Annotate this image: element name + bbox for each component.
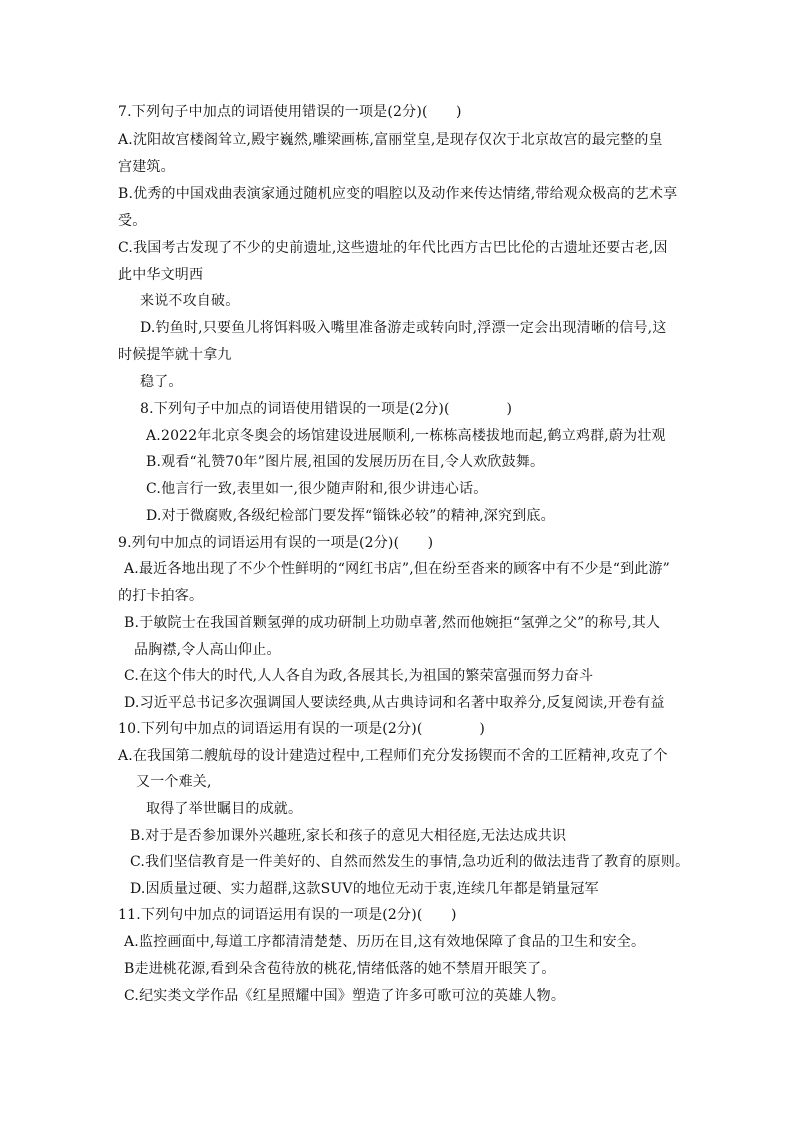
- q9-stem: 9.列句中加点的词语运用有误的一项是(2分)( ): [118, 535, 434, 551]
- q9-option-a-cont: 的打卡拍客。: [118, 588, 204, 604]
- q7-option-c: C.我国考古发现了不少的史前遗址,这些遗址的年代比西方古巴比伦的古遗址还要古老,因: [118, 240, 668, 256]
- q10-option-a-cont: 又一个难关,: [136, 774, 212, 790]
- q11-option-c: C.纪实类文学作品《红星照耀中国》塑造了许多可歌可泣的英雄人物。: [124, 988, 566, 1004]
- q9-option-c: C.在这个伟大的时代,人人各自为政,各展其长,为祖国的繁荣富强而努力奋斗: [124, 668, 594, 684]
- q8-option-c: C.他言行一致,表里如一,很少随声附和,很少讲违心话。: [146, 481, 488, 497]
- q7-stem: 7.下列句子中加点的词语使用错误的一项是(2分)( ): [118, 104, 462, 120]
- q11-stem: 11.下列句中加点的词语运用有误的一项是(2分)( ): [118, 907, 457, 923]
- q10-option-b: B.对于是否参加课外兴趣班,家长和孩子的意见大相径庭,无法达成共识: [130, 828, 567, 844]
- q10-option-c: C.我们坚信教育是一件美好的、自然而然发生的事情,急功近利的做法违背了教育的原则。: [130, 854, 690, 870]
- q9-option-b-cont: 品胸襟,令人高山仰止。: [134, 642, 281, 658]
- q10-option-d: D.因质量过硬、实力超群,这款SUV的地位无动于衷,连续几年都是销量冠军: [130, 881, 599, 897]
- q10-option-a-cont2: 取得了举世瞩目的成就。: [146, 801, 303, 817]
- q10-stem: 10.下列句中加点的词语运用有误的一项是(2分)( ): [118, 721, 486, 737]
- q10-option-a: A.在我国第二艘航母的设计建造过程中,工程师们充分发扬锲而不舍的工匠精神,攻克了个: [118, 748, 668, 764]
- q9-option-a: A.最近各地出现了不少个性鲜明的“网红书店”,但在纷至沓来的顾客中有不少是“到此游”: [124, 561, 671, 577]
- q7-option-b: B.优秀的中国戏曲表演家通过随机应变的唱腔以及动作来传达情绪,带给观众极高的艺术享: [118, 186, 678, 202]
- q8-option-b: B.观看“礼赞70年”图片展,祖国的发展历历在目,令人欢欣鼓舞。: [146, 454, 545, 470]
- q7-option-a-cont: 宫建筑。: [118, 159, 175, 175]
- q7-option-a: A.沈阳故宫楼阁耸立,殿宇巍然,雕梁画栋,富丽堂皇,是现存仅次于北京故宫的最完整的皇: [118, 132, 663, 148]
- q11-option-b: B走进桃花源,看到朵含苞待放的桃花,情绪低落的她不禁眉开眼笑了。: [124, 961, 556, 977]
- q8-option-d: D.对于微腐败,各级纪检部门要发挥“锱铢必较”的精神,深究到底。: [146, 508, 555, 524]
- q7-option-d-cont2: 稳了。: [140, 374, 183, 390]
- q8-option-a: A.2022年北京冬奥会的场馆建设进展顺利,一栋栋高楼拔地而起,鹤立鸡群,蔚为壮观: [146, 428, 666, 444]
- q8-stem: 8.下列句子中加点的词语使用错误的一项是(2分)( ): [140, 401, 513, 417]
- q9-option-b: B.于敏院士在我国首颗氢弹的成功研制上功勋卓著,然而他婉拒“氢弹之父”的称号,其人: [124, 615, 661, 631]
- q7-option-c-cont: 此中华文明西: [118, 267, 204, 283]
- q7-option-b-cont: 受。: [118, 213, 147, 229]
- q9-option-d: D.习近平总书记多次强调国人要读经典,从古典诗词和名著中取养分,反复阅读,开卷有益: [124, 695, 665, 711]
- q11-option-a: A.监控画面中,每道工序都清清楚楚、历历在目,这有效地保障了食品的卫生和安全。: [124, 934, 646, 950]
- q7-option-c-cont2: 来说不攻自破。: [140, 293, 240, 309]
- q7-option-d: D.钓鱼时,只要鱼儿将饵料吸入嘴里准备游走或转向时,浮漂一定会出现清晰的信号,这: [140, 320, 667, 336]
- q7-option-d-cont: 时候提竿就十拿九: [118, 347, 232, 363]
